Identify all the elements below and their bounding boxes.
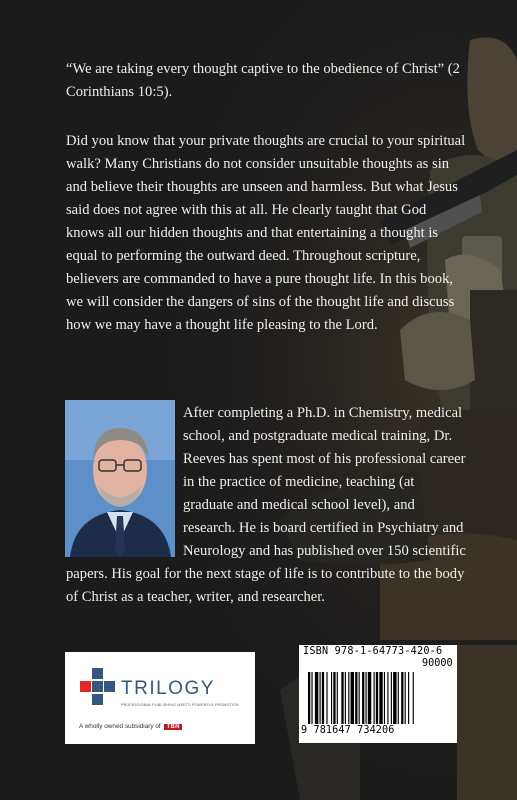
tbn-logo: TBN [166,724,180,730]
isbn-barcode [299,645,457,743]
author-bio: After completing a Ph.D. in Chemistry, medical school, and postgraduate medical training, Dr. Reeves has spent most of his professional career in the practice of medicine, teaching (at graduate and medical school level), and research. He is board certified in Psychiatry and Neurology and has published over 150 scientific papers. His goal for the next stage of life is to contribute to the body of Christ as a teacher, writer, and researcher. [66,405,466,605]
subsidiary-text: A wholly owned subsidiary of [79,723,161,730]
barcode-digits: 9 781647 734206 [301,725,395,736]
publisher-tagline: PROFESSIONAL PUBLISHING MEETS POWERFUL PROMOTION [121,703,239,707]
book-description: Did you know that your private thoughts are crucial to your spiritual walk? Many Christians do not consider unsuitable thoughts as sin and believe their thoughts are unseen and harmless. But what Jesus said does not agree with this at all. He clearly taught that God knows all our hidden thoughts and that entertaining a thought is equal to performing the outward deed. Throughout scripture, believers are commanded to have a pure thought life. In this book, we will consider the dangers of sins of the thought life and discuss how we may have a thought life pleasing to the Lord. [66,133,466,333]
publisher-name: TRILOGY [121,678,215,699]
subsidiary-line [79,723,182,730]
scripture-quote: “We are taking every thought captive to the obedience of Christ” (2 Corinthians 10:5). [66,61,460,100]
trilogy-mark-icon [80,668,116,708]
barcode-bars [308,672,448,724]
isbn-label: ISBN 978-1-64773-420-6 [303,646,443,657]
price-code: 90000 [422,658,453,669]
author-bio-block [66,402,466,609]
publisher-logo [65,652,255,744]
